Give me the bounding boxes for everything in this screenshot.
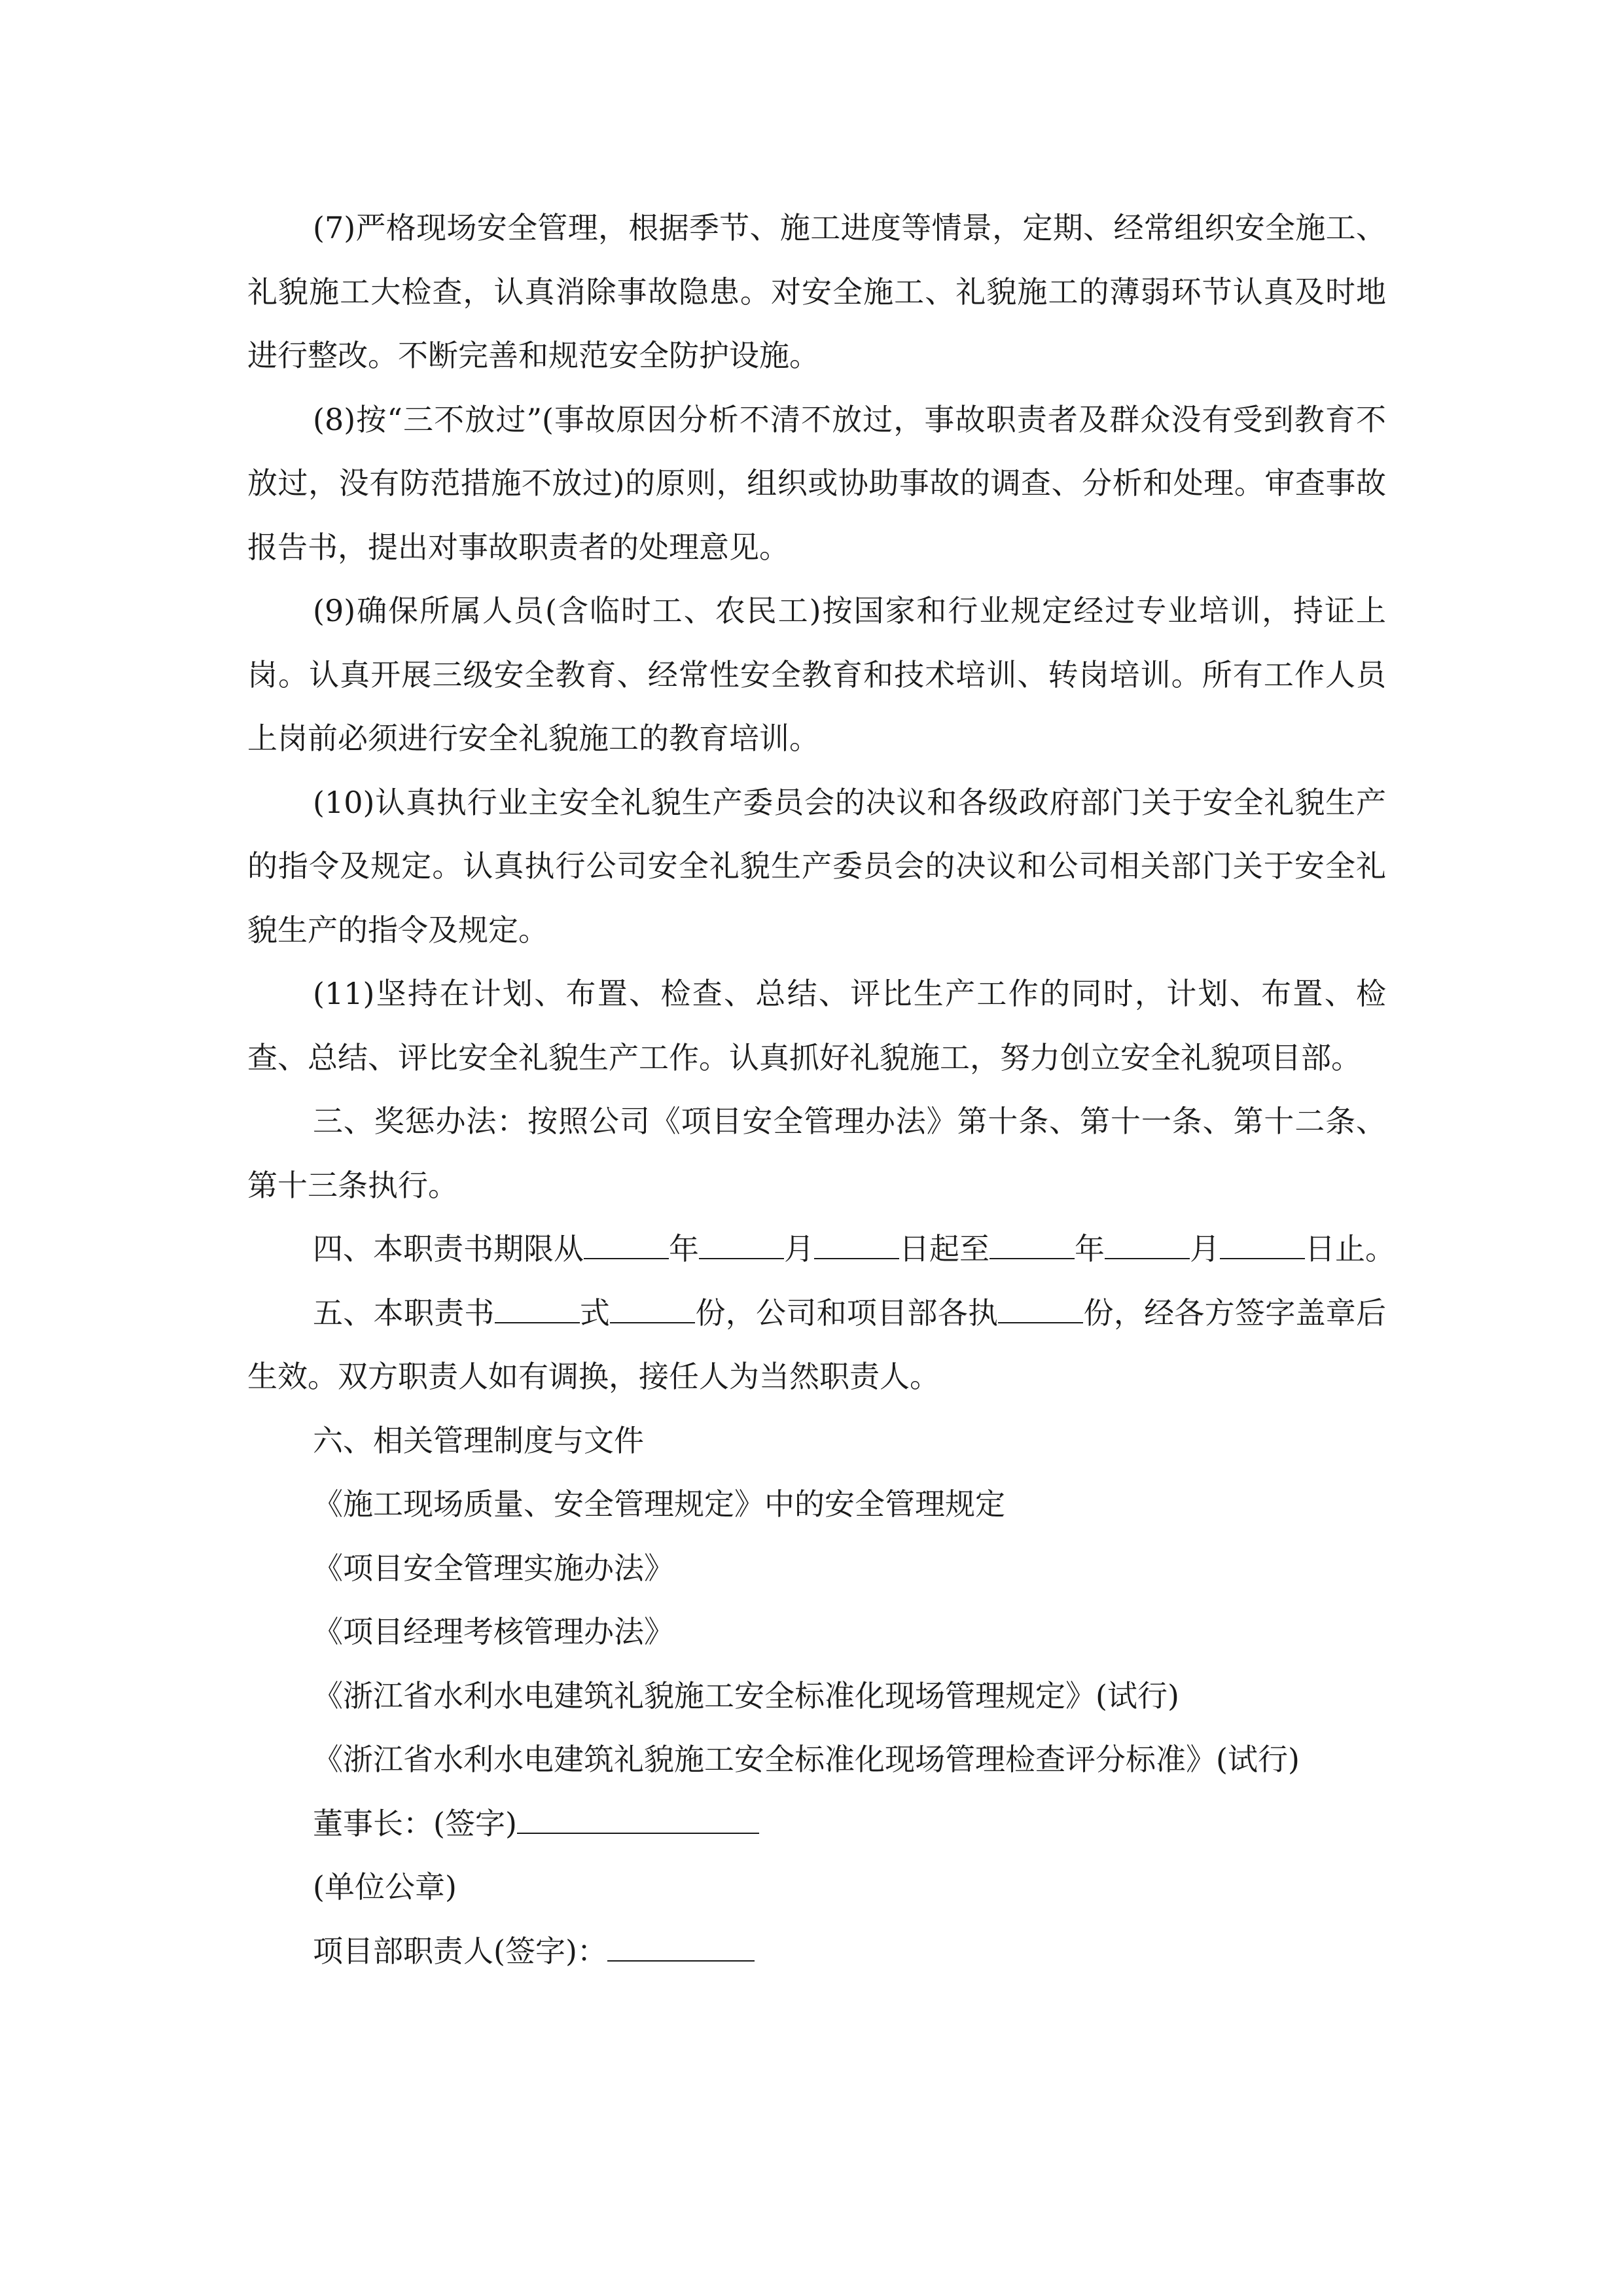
copies-fen: 份，公司和项目部各执	[695, 1295, 999, 1331]
term-month-1: 月	[784, 1231, 814, 1266]
clause-7: (7)严格现场安全管理，根据季节、施工进度等情景，定期、经常组织安全施工、礼貌施工大检查，认真消除事故隐患。对安全施工、礼貌施工的薄弱环节认真及时地进行整改。不断完善和规范安全防护设施。	[247, 210, 1386, 373]
blank-line	[998, 1291, 1083, 1323]
project-lead-label: 项目部职责人(签字)：	[313, 1933, 607, 1969]
clause-10: (10)认真执行业主安全礼貌生产委员会的决议和各级政府部门关于安全礼貌生产的指令及规定。认真执行公司安全礼貌生产委员会的决议和公司相关部门关于安全礼貌生产的指令及规定。	[247, 784, 1386, 948]
section-4-term	[247, 1217, 1395, 1282]
chairman-label: 董事长：(签字)	[313, 1805, 517, 1841]
section-6-heading: 六、相关管理制度与文件	[313, 1422, 644, 1458]
chairman-signature-line	[247, 1792, 1386, 1856]
blank-line	[610, 1291, 695, 1323]
blank-line	[814, 1227, 899, 1259]
copies-prefix: 五、本职责书	[313, 1295, 495, 1331]
signature-blank	[607, 1929, 755, 1962]
blank-line	[990, 1227, 1075, 1259]
clause-8: (8)按“三不放过”(事故原因分析不清不放过，事故职责者及群众没有受到教育不放过，没有防范措施不放过)的原则，组织或协助事故的调查、分析和处理。审查事故报告书，提出对事故职责者的处理意见。	[247, 401, 1386, 565]
term-day-2: 日止。	[1305, 1231, 1395, 1266]
clause-9: (9)确保所属人员(含临时工、农民工)按国家和行业规定经过专业培训，持证上岗。认真开展三级安全教育、经常性安全教育和技术培训、转岗培训。所有工作人员上岗前必须进行安全礼貌施工的教育培训。	[247, 593, 1386, 756]
doc-reference: 《施工现场质量、安全管理规定》中的安全管理规定	[313, 1486, 1005, 1522]
document-body	[247, 196, 1395, 1983]
doc-reference: 《浙江省水利水电建筑礼貌施工安全标准化现场管理规定》(试行)	[313, 1677, 1179, 1713]
doc-reference: 《浙江省水利水电建筑礼貌施工安全标准化现场管理检查评分标准》(试行)	[313, 1742, 1300, 1777]
signature-blank	[517, 1801, 759, 1834]
blank-line	[495, 1291, 580, 1323]
term-day-1: 日起至	[899, 1231, 990, 1266]
term-year-1: 年	[669, 1231, 699, 1266]
blank-line	[1220, 1227, 1305, 1259]
term-prefix: 四、本职责书期限从	[313, 1231, 584, 1266]
term-year-2: 年	[1075, 1231, 1105, 1266]
copies-rest: 份，经各方签字盖章后生效。双方职责人如有调换，接任人为当然职责人。	[247, 1295, 1387, 1394]
project-lead-signature-line	[247, 1920, 1386, 1984]
blank-line	[699, 1227, 784, 1259]
doc-reference: 《项目经理考核管理办法》	[313, 1614, 674, 1649]
term-month-2: 月	[1190, 1231, 1220, 1266]
copies-shi: 式	[579, 1295, 611, 1331]
doc-reference: 《项目安全管理实施办法》	[313, 1550, 674, 1586]
clause-11: (11)坚持在计划、布置、检查、总结、评比生产工作的同时，计划、布置、检查、总结、评比安全礼貌生产工作。认真抓好礼貌施工，努力创立安全礼貌项目部。	[247, 976, 1386, 1075]
section-3-rewards: 三、奖惩办法：按照公司《项目安全管理办法》第十条、第十一条、第十二条、第十三条执行。	[247, 1103, 1386, 1203]
section-5-copies	[247, 1282, 1386, 1409]
company-seal-label: (单位公章)	[313, 1869, 457, 1905]
blank-line	[584, 1227, 669, 1259]
blank-line	[1105, 1227, 1190, 1259]
